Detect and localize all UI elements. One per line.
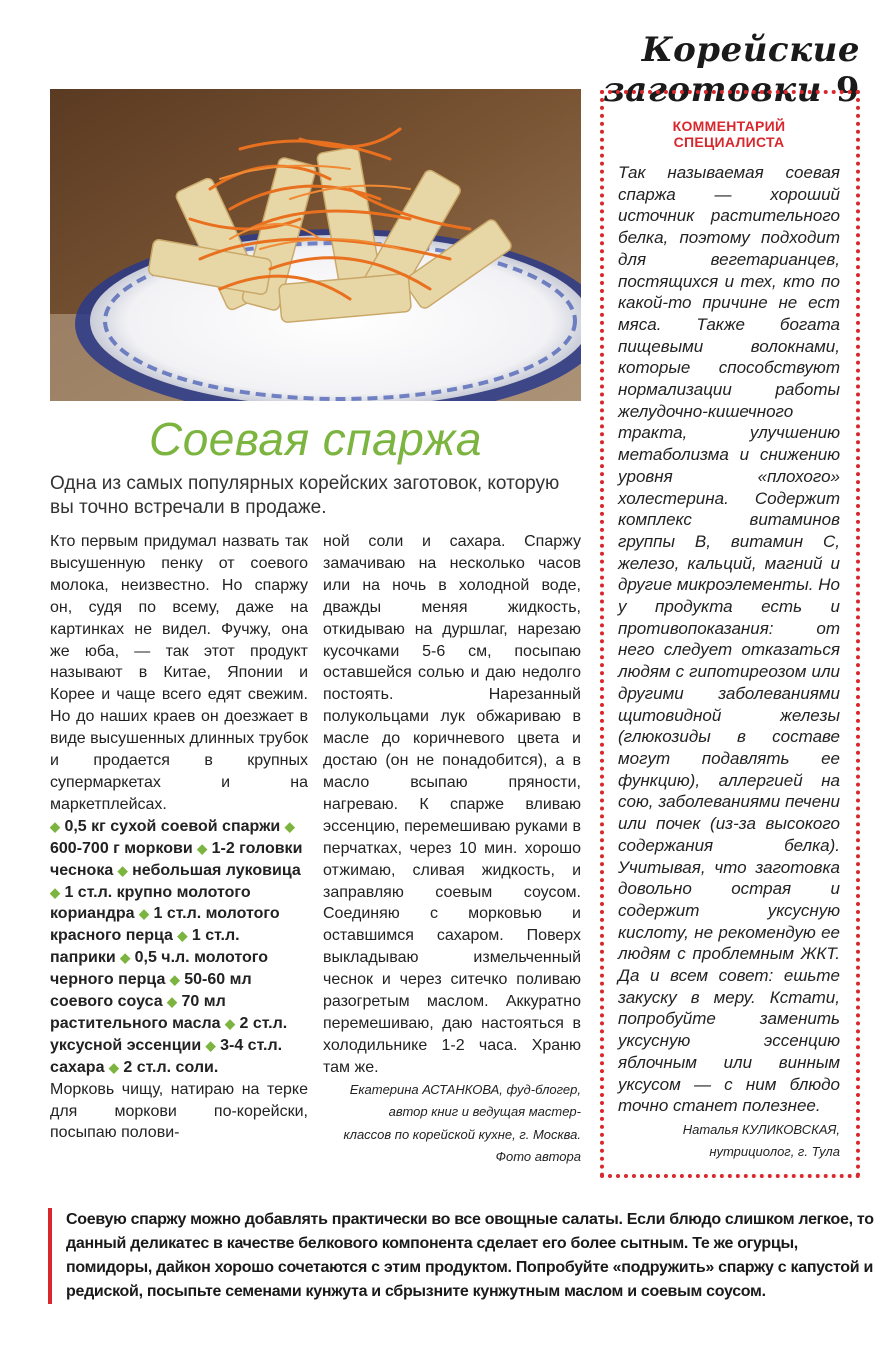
article-lead: Одна из самых популярных корейских заготовок, которую вы точно встречали в продаже. (50, 473, 560, 518)
text-column-2 (323, 531, 581, 1169)
ingredient-item: 2 ст.л. соли. (123, 1058, 219, 1076)
dish-photo (50, 89, 581, 401)
intro-paragraph: Кто первым придумал назвать так высушенную пенку от соевого молока, неизвестно. Но спаржу он, судя по всему, даже на картинках не видел. Фучжу, она же юба, — так этот продукт называют в Китае, Японии и Корее и чаще всего едят свежим. Но до наших краев он доезжает в виде высушенных длинных трубок и продается в крупных супермаркетах и на маркетплейсах. (50, 533, 308, 813)
byline-line: Екатерина АСТАНКОВА, фуд-блогер, (349, 1081, 581, 1097)
text-column-1 (50, 531, 308, 1144)
ingredient-item: 1 ст.л. паприки (50, 927, 240, 967)
author-byline (323, 1079, 581, 1169)
method-paragraph-start: Морковь чищу, натираю на терке для моркови по-корейски, посыпаю полови- (50, 1080, 308, 1142)
ingredient-item: 0,5 кг сухой соевой спаржи (64, 817, 281, 835)
ingredients-list (50, 816, 308, 1079)
ingredient-item: 70 мл растительного масла (50, 993, 226, 1032)
bullet-icon: ◆ (50, 884, 60, 900)
soy-asparagus-salad-image (50, 89, 581, 401)
bullet-icon: ◆ (167, 994, 178, 1010)
bullet-icon: ◆ (117, 862, 128, 878)
expert-name: Наталья КУЛИКОВСКАЯ, (682, 1121, 840, 1137)
expert-comment-box (600, 90, 860, 1178)
ingredient-item: 0,5 ч.л. молотого черного перца (50, 949, 269, 989)
ingredient-item: 1 ст.л. крупно молотого кориандра (50, 883, 251, 923)
comment-text: Так называемая соевая спаржа — хороший источник растительного белка, поэтому подходит для вегетарианцев, постящихся и тех, кто по какой-то причине не ест мяса. Также богата пищевыми волокнами, которые способствуют нормализации работы желудочно-кишечного тракта, улучшению метаболизма и снижению уровня «плохого» холестерина. Содержит комплекс витаминов группы В, витамин С, железо, кальций, магний и другие микроэлементы. Но у продукта есть и противопоказания: от него следует отказаться людям с гипотиреозом или другими заболеваниями щитовидной железы (глюкозиды в составе могут подавлять ее функцию), аллергией на сою, заболеваниями печени или почек (из-за высокого содержания белка). Учитывая, что заготовка довольно острая и содержит уксусную кислоту, не рекомендую ее людям с проблемным ЖКТ. Да и всем совет: ешьте закуску в меру. Кстати, попробуйте заменить уксусную эссенцию яблочным или винным уксусом — с ним блюдо точно станет полезнее. (618, 163, 840, 1116)
bullet-icon: ◆ (197, 840, 208, 856)
bullet-icon: ◆ (50, 818, 60, 834)
ingredient-item: небольшая луковица (132, 861, 301, 879)
bullet-icon: ◆ (169, 972, 180, 988)
expert-signature (618, 1119, 840, 1163)
section-title: Корейские заготовки (603, 30, 860, 110)
byline-line: автор книг и ведущая мастер- (388, 1104, 581, 1120)
ingredient-item: 2 ст.л. уксусной эссенции (50, 1014, 288, 1054)
ingredient-item: 1 ст.л. молотого красного перца (50, 905, 280, 945)
ingredient-item: 1-2 головки чеснока (50, 839, 303, 879)
tip-callout: Соевую спаржу можно добавлять практически во все овощные салаты. Если блюдо слишком легкое, то данный деликатес в качестве белкового компонента сделает его более сытным. Те же огурцы, помидоры, дайкон хорошо сочетаются с этим продуктом. Попробуйте «подружить» спаржу с капустой и редиской, посыпьте семенами кунжута и сбрызните кунжутным маслом и соевым соусом. (48, 1208, 876, 1304)
byline-line: классов по корейской кухне, г. Москва. (343, 1126, 581, 1142)
bullet-icon: ◆ (139, 906, 150, 922)
comment-heading: КОММЕНТАРИЙ СПЕЦИАЛИСТА (672, 118, 786, 150)
bullet-icon: ◆ (177, 928, 188, 944)
bullet-icon: ◆ (120, 950, 131, 966)
method-paragraph-continued: ной соли и сахара. Спаржу замачиваю на несколько часов или на ночь в холодной воде, дважды меняя жидкость, откидываю на дуршлаг, нарезаю кусочками 5-6 см, посыпаю оставшейся солью и даю недолго постоять. Нарезанный полукольцами лук обжариваю в масле до коричневого цвета и достаю (он не понадобится), а в масло всыпаю пряности, нагреваю. К спарже вливаю эссенцию, перемешиваю руками в перчатках, через 10 мин. хорошо отжимаю, сливая жидкость, и заправляю соевым соусом. Соединяю с морковью и оставшимся сахаром. Поверх выкладываю измельченный чеснок и через ситечко поливаю разогретым маслом. Аккуратно перемешиваю, даю настояться в холодильнике 1-2 часа. Храню там же. (323, 533, 581, 1076)
bullet-icon: ◆ (225, 1015, 236, 1031)
article-title: Соевая спаржа (148, 413, 482, 465)
bullet-icon: ◆ (108, 1059, 119, 1075)
ingredient-item: 3-4 ст.л. сахара (50, 1036, 283, 1076)
ingredient-item: 50-60 мл соевого соуса (50, 971, 252, 1011)
photo-credit: Фото автора (495, 1149, 581, 1165)
expert-title: нутрициолог, г. Тула (709, 1143, 840, 1159)
page-number: 9 (835, 70, 860, 110)
bullet-icon: ◆ (284, 818, 295, 834)
bullet-icon: ◆ (205, 1037, 216, 1053)
ingredient-item: 600-700 г моркови (50, 839, 193, 857)
